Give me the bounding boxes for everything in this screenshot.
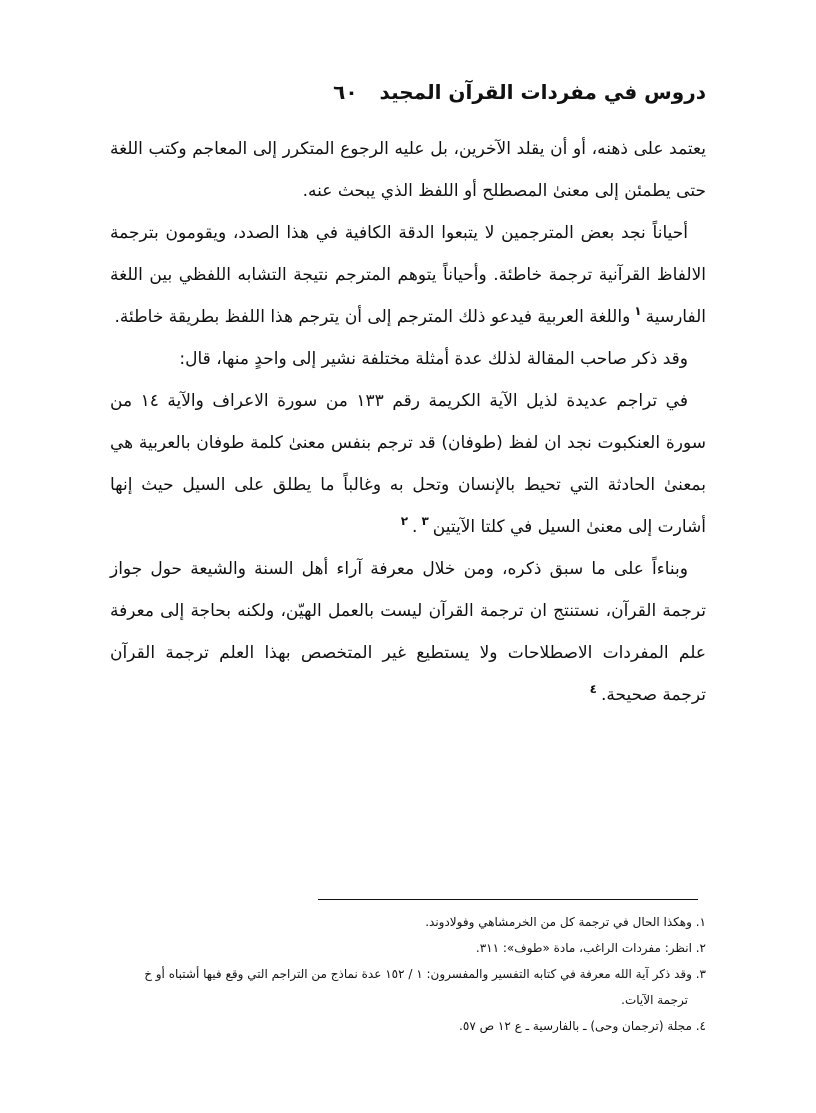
paragraph-2-part-a: أحياناً نجد بعض المترجمين لا يتبعوا الدقة الكافية في هذا الصدد، ويقومون بترجمة الالفاظ القرآنية ترجمة خاطئة. وأحياناً يتوهم المترجم نتيجة التشابه اللفظي بين اللغة الفارسية <box>110 223 706 327</box>
footnote-separator <box>318 899 698 900</box>
footnote-3: ٣. وقد ذكر آية الله معرفة في كتابه التفسير والمفسرون: ١ / ١٥٢ عدة نماذج من التراجم التي وقع فيها أشتباه أو خ <box>144 967 706 981</box>
footnotes <box>40 909 706 1039</box>
paragraph-2-part-b: واللغة العربية فيدعو ذلك المترجم إلى أن يترجم هذا اللفظ بطريقة خاطئة. <box>114 307 631 327</box>
footnote-1: ١. وهكذا الحال في ترجمة كل من الخرمشاهي وفولادوند. <box>425 915 706 929</box>
conclusion-text: وبناءاً على ما سبق ذكره، ومن خلال معرفة آراء أهل السنة والشيعة حول جواز ترجمة القرآن، نستنتج ان ترجمة القرآن ليست بالعمل الهيّن، ولكنه بحاجة إلى معرفة علم المفردات الاصطلاحات ولا يستطيع غير المتخصص بهذا العلم ترجمة القرآن ترجمة صحيحة. <box>110 559 706 705</box>
footnote-ref-3[interactable]: ٣ <box>421 514 429 529</box>
footnote-ref-4[interactable]: ٤ <box>589 682 597 697</box>
paragraph-4: في تراجم عديدة لذيل الآية الكريمة رقم ١٣٣ من سورة الاعراف والآية ١٤ من سورة العنكبوت نجد ان لفظ (طوفان) قد ترجم بنفس معنىٰ كلمة طوفان بالعربية هي بمعنىٰ الحادثة التي تحيط بالإنسان وتحل به وغالباً ما يطلق على السيل حيث إنها أشارت إلى معنىٰ السيل في كلتا الآيتين$^٢$ . $^٣$ <box>110 391 706 537</box>
main-text <box>110 128 706 716</box>
footnote-ref-1[interactable]: ١ <box>634 304 642 319</box>
paragraph-3: وقد ذكر صاحب المقالة لذلك عدة أمثلة مختلفة نشير إلى واحدٍ منها، قال: <box>179 349 688 369</box>
running-header <box>110 80 706 112</box>
footnote-3-continuation: ترجمة الآيات. <box>621 993 688 1007</box>
paragraph-1: يعتمد على ذهنه، أو أن يقلد الآخرين، بل عليه الرجوع المتكرر إلى المعاجم وكتب اللغة حتى يطمئن إلى معنىٰ المصطلح أو اللفظ الذي يبحث عنه. <box>110 139 706 201</box>
paragraph-2 <box>110 212 706 338</box>
footnote-2: ٢. انظر: مفردات الراغب، مادة «طوف»: ٣١١. <box>475 941 706 955</box>
footnote-ref-2[interactable]: ٢ <box>400 514 409 529</box>
paragraph-5 <box>110 548 706 716</box>
footnote-4: ٤. مجلة (ترجمان وحى) ـ بالفارسية ـ ع ١٢ ص ٥٧. <box>459 1019 706 1033</box>
page-number: ٦٠ <box>333 80 358 104</box>
quotation-text: في تراجم عديدة لذيل الآية الكريمة رقم ١٣٣ من سورة الاعراف والآية ١٤ من سورة العنكبوت نجد ان لفظ (طوفان) قد ترجم بنفس معنىٰ كلمة طوفان بالعربية هي بمعنىٰ الحادثة التي تحيط بالإنسان وتحل به وغالباً ما يطلق على السيل حيث إنها أشارت إلى معنىٰ السيل في كلتا الآيتين <box>110 391 706 537</box>
header-title: دروس في مفردات القرآن المجيد <box>379 80 706 104</box>
